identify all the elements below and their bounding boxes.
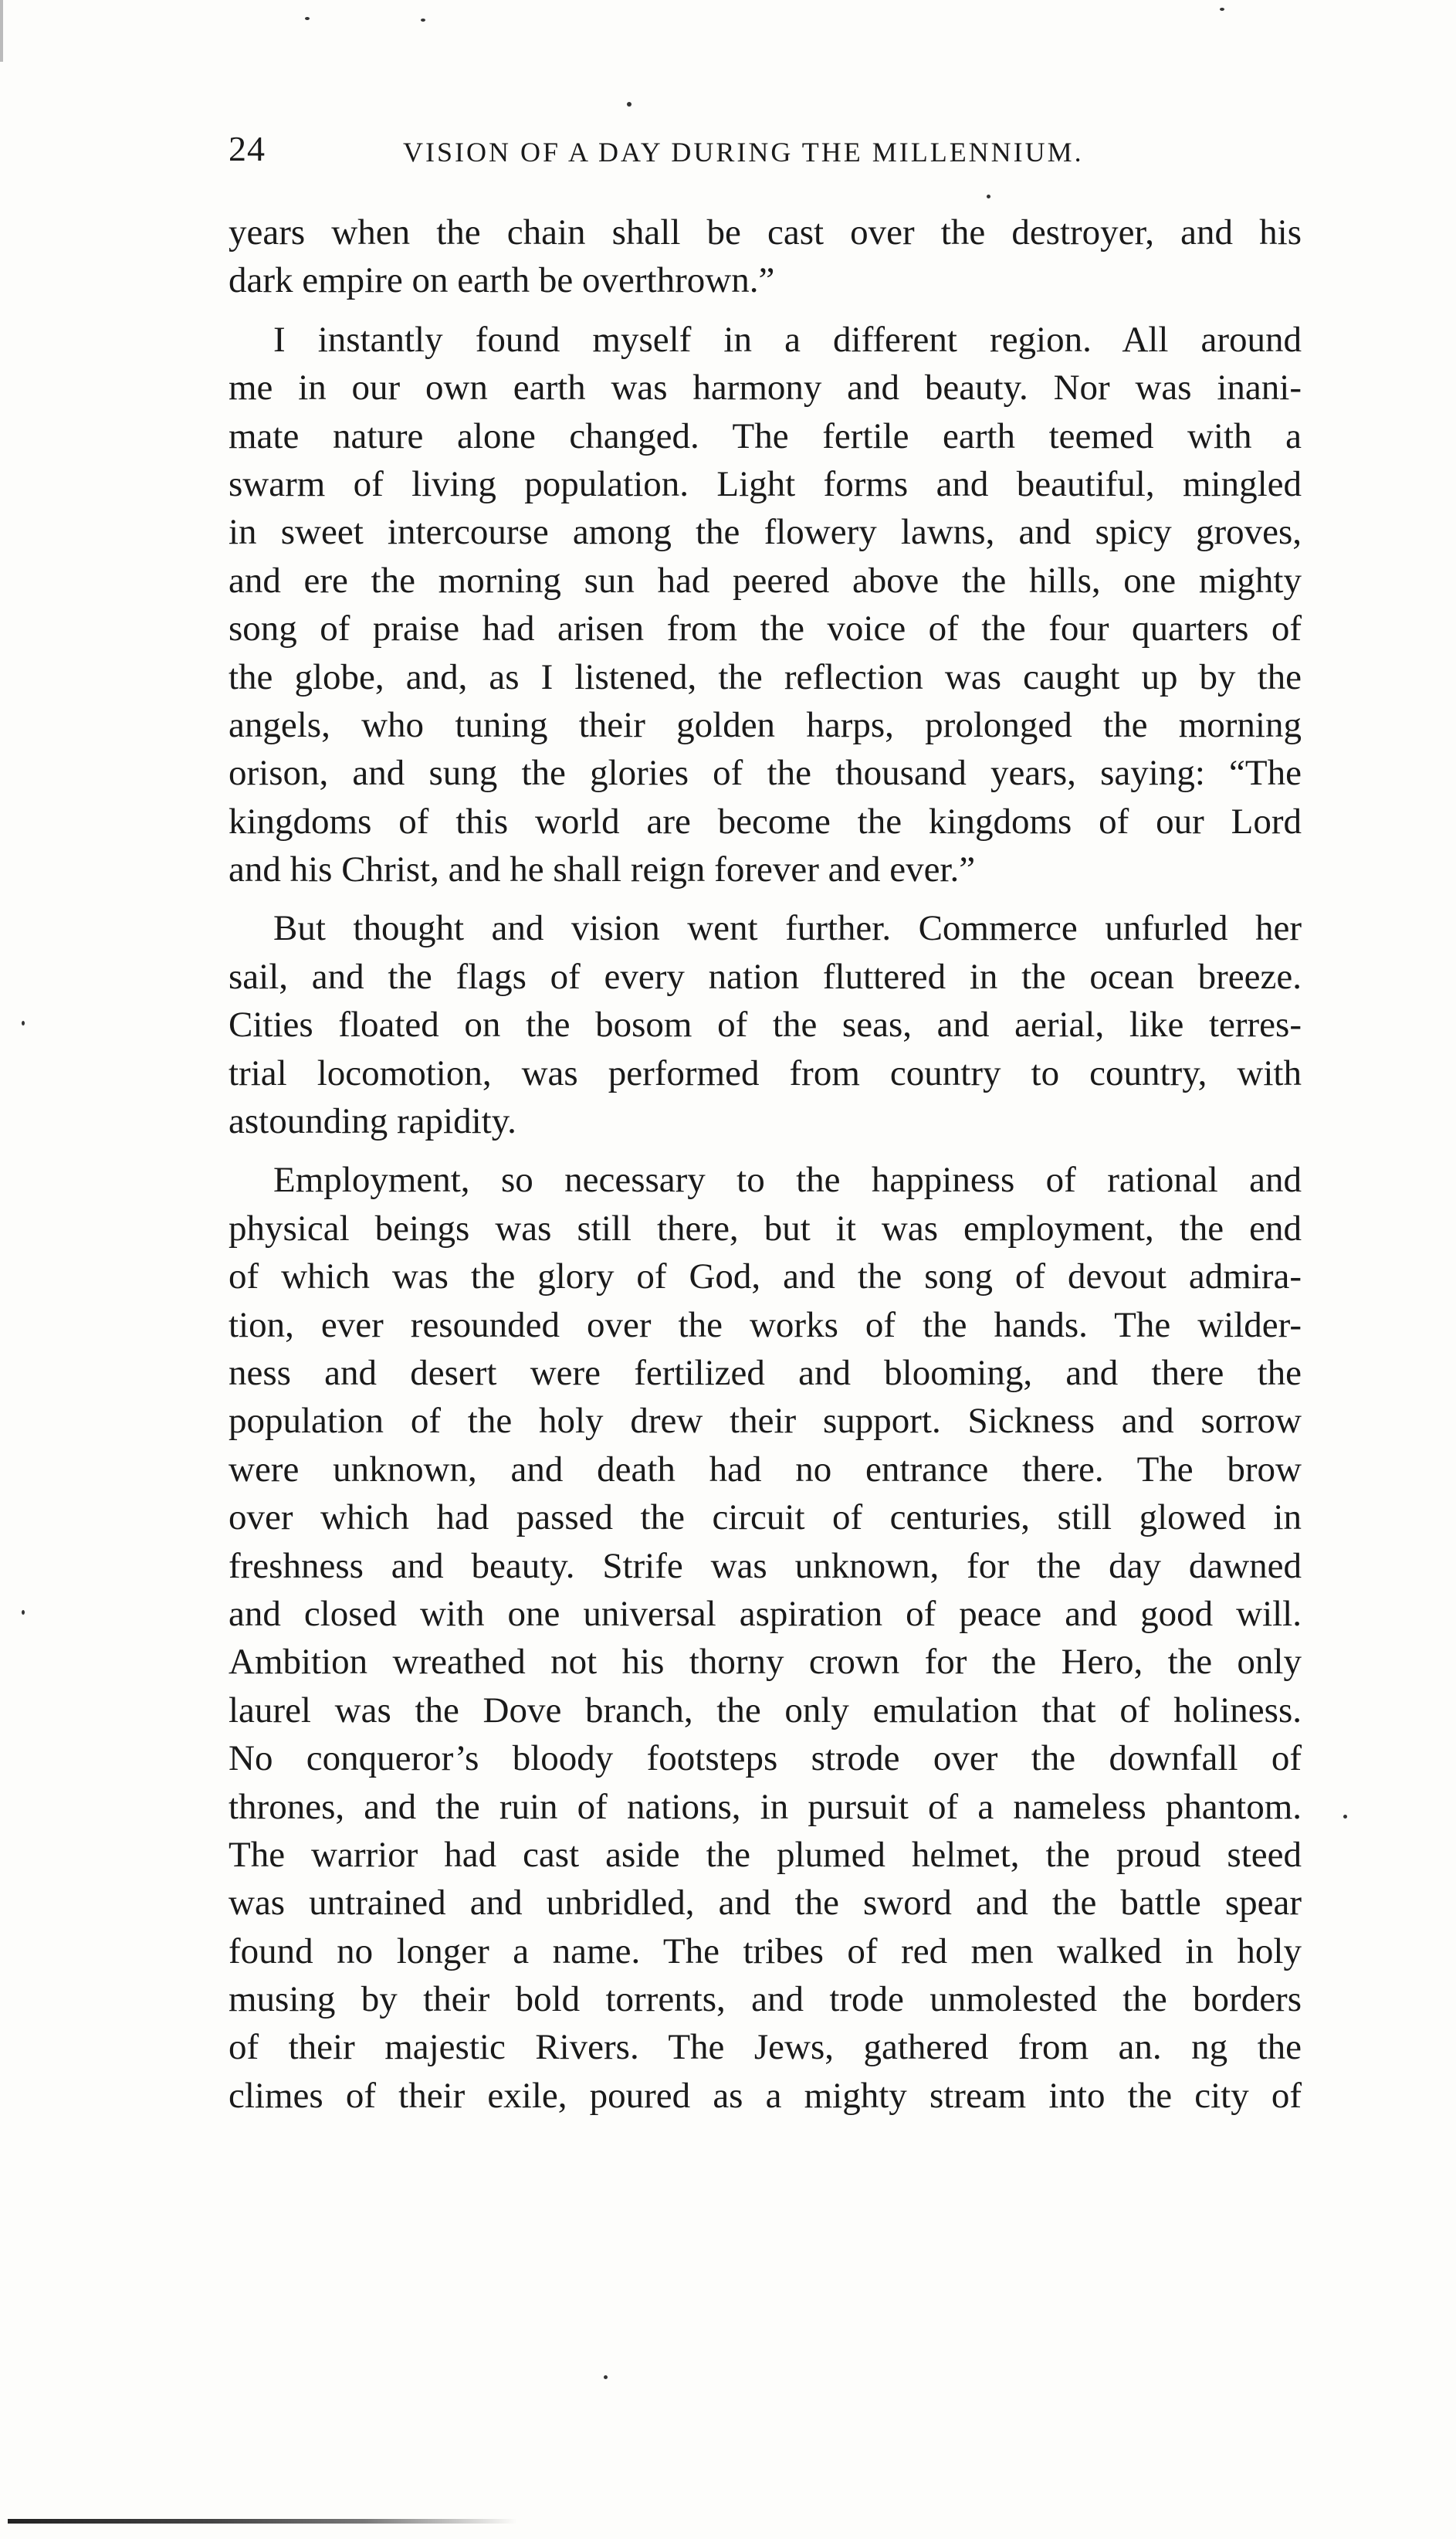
text-line: population of the holy drew their support. Sickness and sorrow — [229, 1401, 1302, 1442]
text-line: tion, ever resounded over the works of the hands. The wilder- — [229, 1304, 1302, 1345]
text-line: thrones, and the ruin of nations, in pursuit of a nameless phantom. — [229, 1786, 1302, 1827]
text-line: physical beings was still there, but it was employment, the end — [229, 1208, 1302, 1249]
text-line: the globe, and, as I listened, the reflection was caught up by the — [229, 656, 1302, 697]
speck — [305, 17, 310, 20]
text-line: mate nature alone changed. The fertile earth teemed with a — [229, 415, 1302, 456]
text-line: years when the chain shall be cast over the destroyer, and his — [229, 212, 1302, 253]
speck — [421, 19, 425, 22]
text-line: and his Christ, and he shall reign forever and ever.” — [229, 849, 976, 890]
text-line: and closed with one universal aspiration of peace and good will. — [229, 1593, 1302, 1634]
text-line: me in our own earth was harmony and beauty. Nor was inani- — [229, 368, 1302, 408]
text-line: No conqueror’s bloody footsteps strode over the downfall of — [229, 1738, 1302, 1779]
speck — [627, 102, 631, 107]
text-line: and ere the morning sun had peered above the hills, one mighty — [229, 560, 1302, 601]
text-line: in sweet intercourse among the flowery lawns, and spicy groves, — [229, 512, 1302, 553]
text-line: laurel was the Dove branch, the only emulation that of holiness. — [229, 1690, 1302, 1731]
text-line: The warrior had cast aside the plumed helmet, the proud steed — [229, 1834, 1302, 1875]
text-line: swarm of living population. Light forms and beautiful, mingled — [229, 463, 1302, 504]
text-line: musing by their bold torrents, and trode unmolested the borders — [229, 1979, 1302, 2020]
text-line: astounding rapidity. — [229, 1101, 516, 1142]
speck — [1220, 8, 1224, 11]
text-line: was untrained and unbridled, and the sword and the battle spear — [229, 1883, 1302, 1924]
body-text — [229, 208, 1302, 2120]
text-line: Employment, so necessary to the happiness of rational and — [273, 1160, 1302, 1201]
speck — [22, 1021, 25, 1025]
text-line: were unknown, and death had no entrance there. The brow — [229, 1449, 1302, 1490]
text-line: of which was the glory of God, and the song of devout admira- — [229, 1256, 1302, 1297]
text-line: ness and desert were fertilized and blooming, and there the — [229, 1352, 1302, 1393]
text-line: climes of their exile, poured as a mighty stream into the city of — [229, 2075, 1302, 2116]
page-header — [229, 128, 1309, 182]
text-line: dark empire on earth be overthrown.” — [229, 260, 775, 301]
page-edge-mark — [0, 0, 3, 62]
text-line: song of praise had arisen from the voice of the four quarters of — [229, 608, 1302, 649]
text-line: freshness and beauty. Strife was unknown, for the day dawned — [229, 1545, 1302, 1586]
text-line: sail, and the flags of every nation fluttered in the ocean breeze. — [229, 956, 1302, 997]
text-line: orison, and sung the glories of the thousand years, saying: “The — [229, 753, 1302, 794]
speck — [22, 1610, 25, 1615]
text-line: found no longer a name. The tribes of red men walked in holy — [229, 1931, 1302, 1971]
running-head: VISION OF A DAY DURING THE MILLENNIUM. — [403, 137, 1084, 168]
text-line: over which had passed the circuit of centuries, still glowed in — [229, 1497, 1302, 1538]
speck — [987, 195, 990, 198]
text-line: Cities floated on the bosom of the seas, and aerial, like terres- — [229, 1005, 1302, 1046]
speck — [1343, 1815, 1347, 1819]
text-line: trial locomotion, was performed from country to country, with — [229, 1053, 1302, 1093]
page-bottom-edge — [8, 2519, 517, 2524]
text-line: I instantly found myself in a different region. All around — [273, 319, 1302, 360]
speck — [604, 2375, 608, 2379]
text-line: Ambition wreathed not his thorny crown for the Hero, the only — [229, 1642, 1302, 1683]
text-line: angels, who tuning their golden harps, prolonged the morning — [229, 704, 1302, 745]
text-line: kingdoms of this world are become the kingdoms of our Lord — [229, 801, 1302, 842]
page-number: 24 — [229, 129, 266, 168]
text-line: But thought and vision went further. Commerce unfurled her — [273, 908, 1302, 949]
text-line: of their majestic Rivers. The Jews, gathered from an. ng the — [229, 2027, 1302, 2068]
